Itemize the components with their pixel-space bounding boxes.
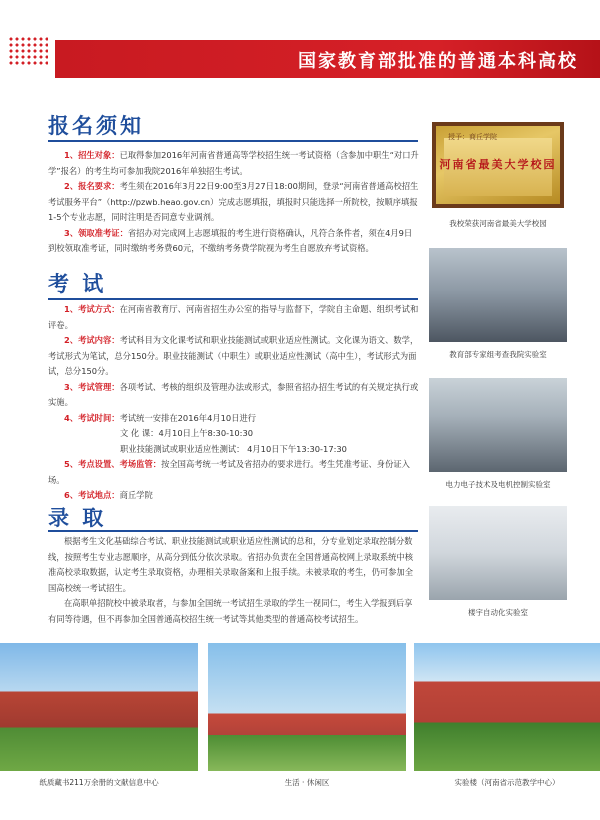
exam-item: 5、考点设置、考场监管：按全国高考统一考试及省招办的要求进行。考生凭准考证、身份证入场。: [48, 459, 410, 485]
exam-item: 4、考试时间：考试统一安排在2016年4月10日进行: [64, 412, 257, 423]
section-rule: [48, 530, 418, 532]
plaque-title: 河南省最美大学校园: [439, 158, 557, 171]
section-title-exam: 考 试: [48, 271, 107, 296]
exam-item: 6、考试地点：商丘学院: [64, 490, 153, 500]
photo-caption: 教育部专家组考查我院实验室: [449, 350, 547, 359]
admission-paragraph: 根据考生文化基础综合考试、职业技能测试或职业适应性测试的总和，分专业划定录取控制分数线，按照考生专业志愿顺序，从高分到低分依次录取。省招办负责在全国普通高校网上录取系统中核准高校录取数据，认定考生录取资格，办理相关录取备案和上报手续。未被录取的考生，仍可参加全国高校统一考试招生。: [48, 536, 414, 593]
photo-caption: 我校荣获河南省最美大学校园: [449, 219, 547, 228]
photo-caption: 实验楼（河南省示范教学中心）: [454, 778, 560, 787]
exam-time-line: 职业技能测试或职业适应性测试： 4月10日下午13:30-17:30: [120, 443, 347, 454]
photo-caption: 纸质藏书211万余册的文献信息中心: [39, 778, 159, 787]
registration-item: 1、招生对象：已取得参加2016年河南省普通高等学校招生统一考试资格（含参加中职生“对口升学”报名）的考生均可参加我院2016年单独招生考试。: [48, 150, 419, 176]
section-title-admission: 录 取: [48, 505, 107, 530]
registration-item: 3、领取准考证：省招办对完成网上志愿填报的考生进行资格确认，凡符合条件者，须在4月9日到校领取准考证，同时缴纳考务费60元，不缴纳考务费学院视为考生自愿放弃考试资格。: [48, 227, 413, 253]
admission-text: [48, 534, 420, 627]
exam-item: 1、考试方式：在河南省教育厅、河南省招生办公室的指导与监督下，学院自主命题、组织考试和评卷。: [48, 304, 419, 330]
registration-item: 2、报名要求：考生须在2016年3月22日9:00至3月27日18:00期间，登录“河南省普通高校招生考试服务平台”（http://pzwb.heao.gov.cn）完成志愿填报，填报时只能选择一所院校，按顺序填报1-5个专业志愿，同时注明是否同意专业调剂。: [48, 181, 419, 222]
plaque-award-to: 授予：商丘学院: [448, 133, 497, 141]
library-building-photo: [0, 643, 198, 771]
leisure-area-photo: [208, 643, 406, 771]
registration-items: [48, 148, 420, 257]
lab-inspection-photo: [429, 248, 567, 342]
banner-title: 国家教育部批准的普通本科高校: [298, 51, 578, 72]
photo-caption: 电力电子技术及电机控制实验室: [445, 480, 551, 489]
section-rule: [48, 140, 418, 142]
lab-building-photo: [414, 643, 600, 771]
electronics-lab-photo: [429, 378, 567, 472]
photo-caption: 生活 · 休闲区: [284, 778, 330, 787]
header-banner: [55, 40, 600, 78]
exam-items: [48, 302, 420, 504]
section-title-registration: 报名须知: [48, 113, 144, 138]
exam-item: 3、考试管理：各项考试、考核的组织及管理办法或形式，参照省招办招生考试的有关规定执行或实施。: [48, 381, 419, 407]
exam-item: 2、考试内容：考试科目为文化课考试和职业技能测试或职业适应性测试。文化课为语文、数学，考试形式为笔试，总分150分。职业技能测试（中职生）或职业适应性测试（高中生），考试形式为面试，总分150分。: [48, 335, 419, 376]
exam-time-line: 文 化 课：4月10日上午8:30-10:30: [120, 428, 254, 438]
photo-caption: 楼宇自动化实验室: [468, 608, 528, 617]
section-rule: [48, 298, 418, 300]
award-plaque-image: [432, 122, 564, 208]
admission-paragraph: 在高职单招院校中被录取者，与参加全国统一考试招生录取的学生一视同仁，考生入学报到后享有同等待遇，但不再参加全国普通高校招生统一考试等其他类型的普通高校考试招生。: [48, 598, 413, 624]
decorative-dots: [8, 36, 48, 66]
building-automation-lab-photo: [429, 506, 567, 600]
